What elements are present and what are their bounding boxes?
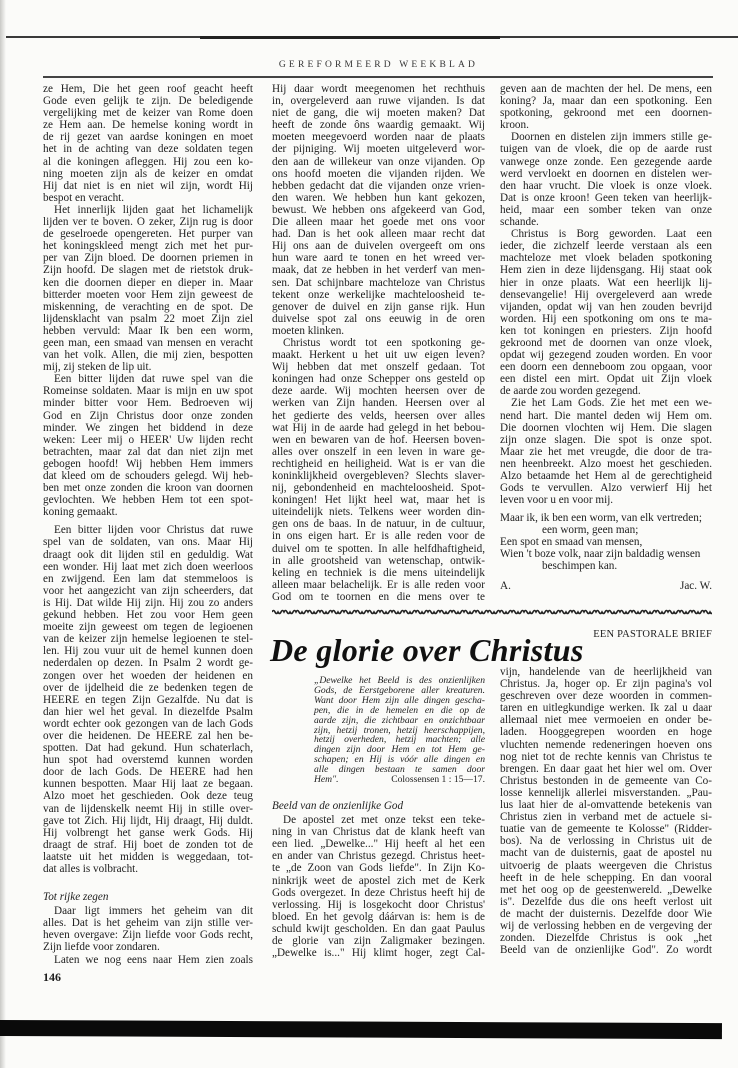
- text-line: gekroond met de doornen van onze vloek,: [500, 336, 712, 349]
- text-line: nen heenbreekt. Alzo moest het geschieden.: [500, 457, 712, 470]
- text-line: bitterder moeten voor Hem zijn geweest de: [43, 288, 253, 301]
- text-line: De apostel zet met onze tekst een teke-: [283, 814, 485, 827]
- text-line: tekent onze werkelijke machteloosheid te-: [272, 288, 485, 301]
- paragraph: [500, 666, 712, 956]
- text-line: hun spot had overstemd kunnen worden: [43, 754, 253, 767]
- text-line: worden. Hij een spotkoning om ons te ma-: [500, 312, 712, 325]
- signature-author: Jac. W.: [679, 580, 712, 592]
- masthead: GEREFORMEERD WEEKBLAD: [278, 60, 479, 70]
- text-line: bloed. En het gevolg dáárvan is: hem is de: [272, 910, 485, 923]
- text-line: ieder, die zichzelf leerde verstaan als een: [500, 240, 712, 253]
- text-line: Hij daar wordt meegenomen het rechthuis: [272, 83, 485, 95]
- text-line: koningen! Het lijkt heel wat, maar het is: [272, 494, 485, 507]
- text-line: den waren. We hebben hun kant gekozen,: [272, 191, 485, 204]
- epigraph-quote: [314, 676, 485, 785]
- text-line: schande.: [500, 216, 539, 229]
- text-line: moeite zijn geweest om tegen de legioenen: [43, 621, 253, 634]
- text-line: God om te toornen en die mens over te: [272, 590, 485, 603]
- text-line: werken van Zijn handen. Heersen over al: [272, 397, 485, 410]
- text-line: ning moeten zijn als de keizer en omdat: [43, 167, 253, 180]
- text-line: spotkoning, gekroond met een doornen-: [500, 107, 712, 120]
- paragraph: [500, 228, 712, 397]
- text-line: Doornen en distelen zijn immers stille ge-: [511, 131, 712, 144]
- text-line: hun ware aard te tonen en het wreed ver-: [272, 252, 485, 265]
- text-line: niet de gang, die wij moeten maken? Dat: [272, 107, 485, 120]
- text-line: den aan de willekeur van onze vijanden. Op: [272, 155, 485, 168]
- text-line: Beeld van de onzienlijke God". Zo wordt: [500, 944, 712, 957]
- text-line: de glorie van zijn Zaligmaker bezingen.: [272, 935, 485, 948]
- text-line: Daar ligt immers het geheim van dit: [54, 905, 253, 918]
- text-line: Christus zien in verband met de actuele si-: [500, 811, 712, 824]
- text-line: voor het aangezicht van zijn scheerders, dat: [43, 584, 253, 597]
- quote-line: pen, die in de hemelen en die op de: [314, 704, 485, 716]
- text-line: over die heidenen. De HEERE zal hen be-: [43, 729, 253, 742]
- text-line: werd vervloekt en doornen en distelen wer-: [500, 167, 712, 180]
- text-line: dan hier wel het geval. In diezelfde Psalm: [43, 705, 253, 718]
- text-line: in, overgeleverd aan ruwe vijanden. Is dat: [272, 95, 485, 108]
- text-line: te „de Zoon van Gods liefde". In Zijn Ko-: [272, 862, 485, 875]
- paragraph: [43, 524, 253, 875]
- text-line: vanwege onze zonde. Een gezegende aarde: [500, 155, 712, 168]
- text-line: allemaal niet mee vermoeien en onder be-: [500, 714, 712, 727]
- text-line: nog niet tot de rechte kennis van Christus te: [500, 750, 712, 763]
- text-line: is". Dezelfde dus die ons heeft verlost uit: [500, 895, 712, 908]
- text-line: taren en uitlegkundige werken. Ik zal u daar: [500, 702, 712, 715]
- text-line: machteloze met vloek beladen spotkoning: [500, 252, 712, 265]
- text-line: sen. Dat schijnbare machteloze van Christus: [272, 276, 485, 289]
- text-line: koning gemaakt.: [43, 506, 118, 519]
- text-line: per van Zijn bloed. De doornen priemen in: [43, 252, 253, 265]
- text-line: hier in onze plaats. Wat een heerlijk lij-: [500, 276, 712, 289]
- text-line: een doorn een denneboom zou opgaan, voor: [500, 361, 712, 374]
- poem: [500, 512, 712, 572]
- top-rule-thick: [200, 36, 500, 39]
- text-line: de rij gezet van aardse koningen en moet: [43, 131, 253, 144]
- text-line: den haar vrucht. Die vloek is onze vloek.: [500, 179, 712, 192]
- text-line: lijden ver te boven. O zeker, Zijn rug is door: [43, 216, 253, 229]
- quote-line: aarde zijn, die zichtbaar en onzichtbaar: [314, 714, 485, 726]
- poem-line: een worm, geen man;: [542, 524, 639, 537]
- text-line: uiteindelijk niets. Telkens weer worden din-: [272, 506, 485, 519]
- text-line: in alle grootsheid van wetenschap, ontwik-: [272, 554, 485, 567]
- text-line: Zijn hoofd. De slagen met de rietstok druk-: [43, 264, 253, 277]
- text-line: Tot rijke zegen: [43, 891, 109, 904]
- text-line: alleen maar belachelijk. Er is alle reden voor: [272, 578, 485, 591]
- text-line: genover de duivel en zijn ganse rijk. Hun: [272, 300, 485, 313]
- text-line: wij de verlossing hebben en de vergeving der: [500, 919, 712, 932]
- quote-line: dingen zijn door Hem en tot Hem ge-: [314, 744, 485, 756]
- text-line: met het oog op de geestenwereld. „Dewelke: [500, 883, 712, 896]
- text-line: Die alleen maar het goede met ons voor: [272, 216, 485, 229]
- text-line: ze Hem, Die het geen roof geacht heeft: [43, 83, 253, 95]
- signature-initial: A.: [500, 580, 511, 592]
- text-line: koningen had onze Schepper ons gesteld op: [272, 373, 485, 386]
- text-line: maakt. Herkent u het uit uw eigen leven?: [272, 349, 485, 362]
- text-line: heven overgave: Zijn liefde voor Gods recht,: [43, 929, 253, 942]
- text-line: losse kennelijk allerlei misverstanden. „Pau-: [500, 786, 712, 799]
- paragraph: [43, 954, 253, 966]
- text-line: Laten we nog eens naar Hem zien zoals: [54, 953, 253, 966]
- article-title: De glorie over Christus: [270, 632, 584, 668]
- text-line: Beeld van de onzienlijke God: [272, 800, 404, 812]
- text-line: mij, zij steken de lip uit.: [43, 361, 152, 374]
- text-line: wen en bewaren van de hof. Heersen boven-: [272, 433, 485, 446]
- text-line: zongen over het woeden der heidenen en: [43, 669, 253, 682]
- poem-line: Een spot en smaad van mensen,: [500, 536, 643, 549]
- quote-line: zijn, hetzij tronen, hetzij heerschappijen,: [314, 724, 485, 736]
- text-line: Gods overgezet. In deze Christus heeft hij de: [272, 886, 485, 899]
- wavy-divider: [272, 608, 712, 616]
- text-line: wordt echter ook gezongen van de lach Gods: [43, 717, 253, 730]
- quote-reference: Colossensen 1 : 15—17.: [391, 774, 485, 786]
- text-line: nij, gebondenheid en machteloosheid. Spot-: [272, 482, 485, 495]
- text-line: laden. Hooggegrepen woorden en hoge: [500, 726, 712, 739]
- text-line: verlossing. Hij is losgekocht door Christus': [272, 898, 485, 911]
- paragraph: [272, 83, 485, 337]
- text-line: spotten. Dat had gekund. Hun schaterlach,: [43, 742, 253, 755]
- text-line: Hij ons aan de duivelen overgeeft om ons: [272, 240, 485, 253]
- text-line: zonden. Diezelfde Christus is ook „het: [500, 932, 712, 945]
- text-line: is Hij. Dat wilde Hij zijn. Hij zou zo anders: [43, 596, 253, 609]
- text-line: tuatie van de gemeente te Kolosse" (Ridder-: [500, 823, 712, 836]
- text-line: schuld kwijt gescholden. En dan gaat Paulus: [272, 922, 485, 935]
- text-line: geen man, een smaad van mensen en veracht: [43, 336, 253, 349]
- paragraph: [500, 397, 712, 506]
- text-line: Christus bestonden in de gemeente van Co-: [500, 774, 712, 787]
- text-line: tuigen van de vloek, die op de aarde rust: [500, 143, 712, 156]
- text-line: het koningskleed mengt zich met het pur-: [43, 240, 253, 253]
- text-line: vluchten nemende redeneringen hoeven ons: [500, 738, 712, 751]
- text-line: ning in van Christus dat de klank heeft van: [272, 826, 485, 839]
- text-line: macht van de duisternis, gaat de apostel nu: [500, 847, 712, 860]
- text-line: minder bitter voor Hem. Bedroeven wij: [43, 397, 253, 410]
- text-line: keling en techniek is die mens uiteindelijk: [272, 566, 485, 579]
- text-line: Een bitter lijden voor Christus dat ruwe: [54, 524, 253, 537]
- text-line: Zie het Lam Gods. Zie het met een we-: [511, 397, 712, 410]
- paragraph: [43, 373, 253, 518]
- text-line: een distel een mirt. Opdat uit Zijn vloek: [500, 373, 712, 386]
- text-line: Een bitter lijden dat ruwe spel van die: [54, 373, 253, 386]
- text-line: ben met onze zonden die kroon van doornen: [43, 482, 253, 495]
- text-line: over de ijdelheid die ze bedenken tegen de: [43, 681, 253, 694]
- text-line: Alzo betaamde het Hem al de gerechtigheid: [500, 470, 712, 482]
- text-line: „Dewelke is..." Hij klimt hoger, zegt Cal-: [272, 947, 485, 960]
- text-line: opdat wij gezegend zouden worden. En voor: [500, 349, 712, 362]
- article1-column-2: [272, 83, 485, 603]
- text-line: densevangelie! Hij overgeleverd aan wrede: [500, 288, 712, 301]
- text-line: de macht der duisternis. Dezelfde door Wie: [500, 907, 712, 920]
- text-line: Gode even gelijk te zijn. De beledigende: [43, 95, 253, 108]
- text-line: deze aarde. Wij mochten heersen over de: [272, 385, 485, 398]
- text-line: gave tot Zich. Hij lijdt, Hij draagt, Hij duldt.: [43, 814, 253, 827]
- text-line: heeft de zonde ôns waardig gemaakt. Wij: [272, 119, 485, 132]
- text-line: ons hoofd moeten die vijanden rijden. We: [272, 167, 485, 180]
- header-rule: [43, 76, 713, 78]
- article2-column-1: [272, 800, 485, 959]
- text-line: moeten meegevoerd worden naar de plaats: [272, 131, 485, 144]
- text-line: Christus wordt tot een spotkoning ge-: [283, 336, 485, 349]
- text-line: bos). Na de verlossing in Christus uit de: [500, 835, 712, 848]
- text-line: miskenning, de verachting en de spot. De: [43, 300, 253, 313]
- article2-column-2: [500, 666, 712, 956]
- text-line: ken tot koningen en priesters. Zijn hoofd: [500, 324, 712, 337]
- text-line: had. Dan is het ook alleen maar recht dat: [272, 228, 485, 241]
- text-line: kunnen bespotten. Maar Hij laat ze begaan.: [43, 778, 253, 791]
- subheading: [43, 891, 253, 903]
- text-line: koning? Ja, maar dan een spotkoning. Een: [500, 95, 712, 108]
- text-line: alles over onszelf in een leven in ware ge-: [272, 445, 485, 458]
- text-line: God en Zijn Christus door onze zonden: [43, 409, 253, 422]
- text-line: gen ons de baas. In de natuur, in de cultuur,: [272, 518, 485, 531]
- article-kicker: EEN PASTORALE BRIEF: [593, 629, 712, 640]
- text-line: leven voor u en voor mij.: [500, 494, 614, 507]
- text-line: Gods te vervullen. Alzo verwierf Hij het: [500, 482, 712, 495]
- text-line: Die doornen vlochten wij Hem. Die slagen: [500, 421, 712, 434]
- text-line: Christus is Borg geworden. Laat een: [511, 228, 712, 241]
- text-line: spel van de soldaten, van ons. Maar Hij: [43, 536, 253, 549]
- subheading: [272, 800, 485, 812]
- text-line: laatste uit het midden is weggedaan, tot-: [43, 850, 253, 863]
- quote-line: Gods, de Eerstgeborene aller kreaturen.: [314, 684, 485, 696]
- paragraph: [272, 337, 485, 603]
- poem-line: Wien 't boze volk, naar zijn baldadig wensen: [500, 548, 701, 561]
- paragraph: [43, 83, 253, 204]
- quote-line: hetzij overheden, hetzij machten; alle: [314, 734, 485, 746]
- text-line: Zijn liefde voor zondaren.: [43, 941, 160, 954]
- text-line: Dat is onze kroon! Geen teken van heerlijk-: [500, 191, 712, 204]
- text-line: het in de achting van deze soldaten tegen: [43, 143, 253, 156]
- text-line: en zwijgend. Een lam dat stemmeloos is: [43, 572, 253, 585]
- bottom-scan-bar: [0, 1020, 722, 1039]
- text-line: rechtigheid en heiligheid. Wat is er van die: [272, 457, 485, 470]
- text-line: heeft in de hele schepping. En dan vooral: [500, 871, 712, 884]
- text-line: weken: Leer mij o HEER' Uw lijden recht: [43, 433, 253, 446]
- text-line: brengen. En daar gaat het hier wel om. Over: [500, 762, 712, 775]
- article1-column-3: [500, 83, 712, 506]
- article1-column-1: [43, 83, 253, 966]
- quote-line: alle dingen bestaan te samen door: [314, 764, 485, 776]
- text-line: ken die doornen dieper en dieper in. Maar: [43, 276, 253, 289]
- text-line: de geselroede opengereten. Het purper van: [43, 228, 253, 241]
- text-line: dat alles is volbracht.: [43, 863, 139, 875]
- text-line: gebogen hoofd! Wij hebben Hem immers: [43, 457, 253, 470]
- paragraph: [272, 814, 485, 959]
- text-line: van het volk. Allen, die mij zien, bespotten: [43, 349, 253, 362]
- text-line: maak, dat ze hebben in het verderf van men-: [272, 264, 485, 277]
- text-line: in ons eigen hart. Er is alle reden voor de: [272, 530, 485, 543]
- text-line: geven aan de machten der hel. De mens, een: [500, 83, 712, 95]
- quote-line: Hem".: [314, 774, 339, 786]
- text-line: Romeinse soldaten. Maar is mijn en uw spot: [43, 385, 253, 398]
- text-line: ninkrijk weet de apostel zich met de Kerk: [272, 874, 485, 887]
- text-line: uitvoerig de plaats weergeven die Christus: [500, 859, 712, 872]
- text-line: bewust. We hebben ons afgekeerd van God,: [272, 203, 485, 216]
- text-line: Christus. Ja, hoger op. Er zijn pagina's vol: [500, 678, 712, 691]
- text-line: gevlochten. We hebben Hem tot een spot-: [43, 494, 253, 507]
- paragraph: [500, 83, 712, 131]
- text-line: betrachten, maar zal dat dan niet zijn met: [43, 445, 253, 458]
- text-line: Maar zie het met vreugde, die door de tra-: [500, 445, 712, 458]
- page-number: 146: [43, 970, 61, 984]
- text-line: minder. We zingen het biddend in deze: [43, 421, 253, 434]
- text-line: geschreven over deze woorden in commen-: [500, 690, 712, 703]
- text-line: alles. Dat is het geheim van zijn stille ver-: [43, 917, 253, 930]
- paragraph: [500, 131, 712, 228]
- text-line: een wonder. Hij laat met zich doen weerloos: [43, 560, 253, 573]
- text-line: het gedierte des velds, heersen over alles: [272, 409, 485, 422]
- text-line: bespot en veracht.: [43, 191, 125, 204]
- text-line: nederdalen op dezen. In Psalm 2 wordt ge-: [43, 657, 253, 670]
- text-line: koninklijkheid overgebleven? Slechts slaver-: [272, 470, 485, 482]
- text-line: Hem zien in deze lijdensgang. Hij staat ook: [500, 264, 712, 277]
- text-line: zijn onze slagen. Die spot is onze spot.: [500, 433, 712, 446]
- quote-line: schapen; en Hij is vóór alle dingen en: [314, 754, 485, 766]
- text-line: duivelse spot zal ons eeuwig in de oren: [272, 312, 485, 325]
- text-line: dat kleed om de schouders gelegd. Wij heb-: [43, 470, 253, 482]
- text-line: vijn, handelende van de heerlijkheid van: [500, 666, 712, 678]
- text-line: wat Hij in de aarde had gelegd in het bebou-: [272, 421, 485, 434]
- text-line: Alzo moet het geschieden. Ook deze teug: [43, 790, 253, 803]
- text-line: een lied. „Dewelke..." Hij heeft al het een: [272, 838, 485, 851]
- text-line: vijanden, opdat wij van hen zouden bevrijd: [500, 300, 712, 313]
- text-line: HEERE en tegen Zijn Gezalfde. Nu dat is: [43, 693, 253, 706]
- text-line: moeten klinken.: [272, 324, 345, 337]
- text-line: duivel om te spotten. In alle helfdhaftigheid,: [272, 542, 485, 555]
- poem-line: Maar ik, ik ben een worm, van elk vertreden;: [500, 512, 702, 524]
- text-line: Hij volbrengt het ganse werk Gods. Hij: [43, 826, 253, 839]
- quote-line: Want door Hem zijn alle dingen gescha-: [314, 694, 485, 706]
- text-line: len. Hij zou vuur uit de hemel kunnen doen: [43, 645, 253, 658]
- text-line: Wij hebben dat met onszelf gedaan. Tot: [272, 361, 485, 374]
- text-line: van de keizer zijn hemelse legioenen te stel-: [43, 633, 253, 646]
- text-line: Hij dat niet is en niet wil zijn, wordt Hij: [43, 179, 253, 192]
- text-line: van de lijdenskelk neemt Hij in stille over-: [43, 802, 253, 815]
- text-line: Het innerlijk lijden gaat het lichamelijk: [54, 203, 253, 216]
- text-line: heid, maar een somber teken van onze: [500, 203, 712, 216]
- paragraph: [43, 905, 253, 953]
- text-line: al die koningen afleggen. Hij zou een ko-: [43, 155, 253, 168]
- text-line: draagt ook dit lijden stil en geduldig. Wat: [43, 548, 253, 561]
- signature: [500, 574, 712, 592]
- paragraph: [43, 204, 253, 373]
- text-line: hebben gedacht dat die vijanden onze vrien-: [272, 179, 485, 192]
- text-line: door de lach Gods. De HEERE had hen: [43, 766, 253, 779]
- text-line: en ander van Christus gezegd. Christus heet-: [272, 850, 485, 863]
- poem-line: beschimpen kan.: [542, 560, 618, 573]
- page-edge-shadow: [0, 0, 6, 1068]
- quote-line: „Dewelke het Beeld is des onzienlijken: [314, 675, 485, 686]
- text-line: lus laat hier de al-omvattende betekenis van: [500, 799, 712, 812]
- text-line: vergelijking met de keizer van Rome doen: [43, 107, 253, 120]
- text-line: ze Hem aan. De hemelse koning wordt in: [43, 119, 253, 132]
- text-line: gekund hebben. Het zou voor Hem geen: [43, 609, 253, 622]
- text-line: nend hart. Die mantel deden wij Hem om.: [500, 409, 712, 422]
- text-line: draagt de straf. Hij boet de zonden tot de: [43, 838, 253, 851]
- text-line: der pijniging. Wij moeten uitgeleverd wor-: [272, 143, 485, 156]
- text-line: hebben vervuld: Maar Ik ben een worm,: [43, 324, 253, 337]
- text-line: lijdensklacht van psalm 22 moet Zijn ziel: [43, 312, 253, 325]
- text-line: kroon.: [500, 119, 529, 132]
- text-line: de aarde zou worden gezegend.: [500, 385, 641, 398]
